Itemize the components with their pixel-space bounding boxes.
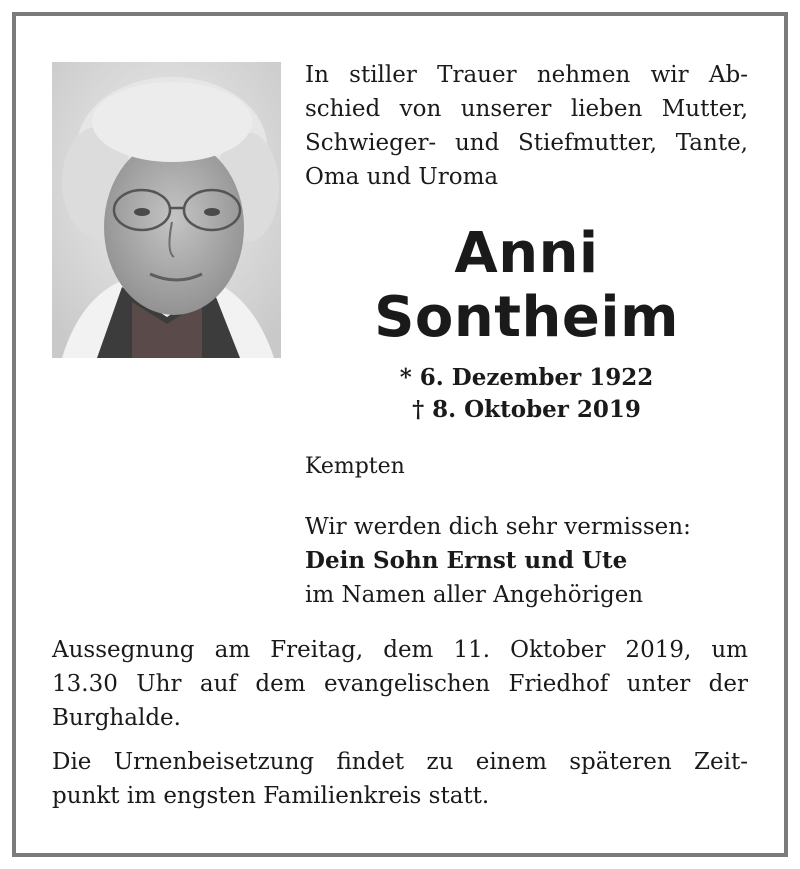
burial-line: Die Urnenbeisetzung findet zu einem späteren Zeit-: [52, 749, 748, 775]
deceased-first-name: Anni: [454, 221, 599, 286]
deceased-last-name: Sontheim: [374, 285, 679, 350]
portrait-photo: [52, 62, 281, 358]
portrait-illustration: [52, 62, 281, 358]
death-date: † 8. Oktober 2019: [412, 396, 641, 423]
intro-line: In stiller Trauer nehmen wir Ab-: [305, 62, 748, 88]
signoff-line: Wir werden dich sehr vermissen:: [305, 514, 691, 540]
intro-line: Schwieger- und Stiefmutter, Tante,: [305, 130, 748, 156]
place-of-residence: Kempten: [305, 454, 405, 479]
service-paragraph: [52, 633, 748, 735]
service-info: [52, 633, 748, 823]
signoff-block: [305, 510, 748, 612]
intro-line: Oma und Uroma: [305, 164, 499, 190]
intro-text: [305, 58, 748, 194]
family-names: Dein Sohn Ernst und Ute: [305, 547, 628, 574]
signoff-line: im Namen aller Angehörigen: [305, 582, 644, 608]
service-line: Aussegnung am Freitag, dem 11. Oktober 2019, um: [52, 637, 748, 663]
service-line: Burghalde.: [52, 705, 181, 731]
burial-line: punkt im engsten Familienkreis statt.: [52, 783, 490, 809]
burial-paragraph: [52, 745, 748, 813]
intro-line: schied von unserer lieben Mutter,: [305, 96, 748, 122]
birth-date: * 6. Dezember 1922: [399, 364, 654, 391]
service-line: 13.30 Uhr auf dem evangelischen Friedhof unter der: [52, 671, 748, 697]
